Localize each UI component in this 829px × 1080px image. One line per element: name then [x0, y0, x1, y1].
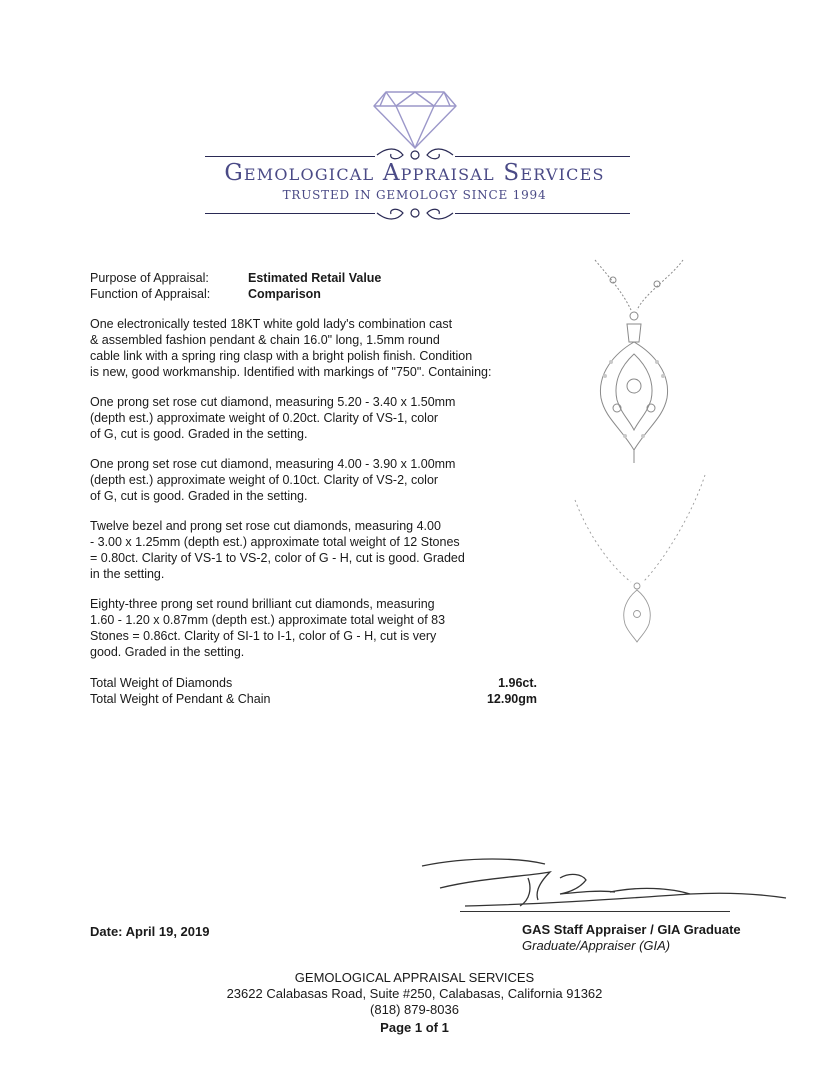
total-pendant-value: 12.90gm — [486, 692, 537, 706]
total-diamonds-label: Total Weight of Diamonds — [90, 676, 233, 690]
appraisal-date: Date: April 19, 2019 — [90, 924, 210, 939]
appraiser-subtitle: Graduate/Appraiser (GIA) — [522, 938, 671, 953]
description-line: & assembled fashion pendant & chain 16.0" long, 1.5mm round — [90, 333, 440, 347]
stone-line: = 0.80ct. Clarity of VS-1 to VS-2, color of G - H, cut is good. Graded — [90, 551, 465, 565]
total-pendant-label: Total Weight of Pendant & Chain — [90, 692, 271, 706]
stone-line: 1.60 - 1.20 x 0.87mm (depth est.) approximate total weight of 83 — [90, 613, 446, 627]
company-name: Gemological Appraisal Services — [224, 160, 605, 186]
function-value: Comparison — [248, 287, 321, 301]
pendant-closeup-image — [575, 258, 690, 468]
stone-line: (depth est.) approximate weight of 0.10ct. Clarity of VS-2, color — [90, 473, 439, 487]
page-number: Page 1 of 1 — [380, 1020, 449, 1035]
stone-line: Twelve bezel and prong set rose cut diamonds, measuring 4.00 — [90, 519, 441, 533]
company-tagline: TRUSTED IN GEMOLOGY SINCE 1994 — [282, 188, 547, 202]
pendant-full-chain-image — [565, 470, 715, 650]
stone-line: Eighty-three prong set round brilliant cut diamonds, measuring — [90, 597, 435, 611]
description-line: One electronically tested 18KT white gold lady's combination cast — [90, 317, 453, 331]
header-bottom-rule-left — [205, 213, 375, 214]
stone-description-1 — [90, 394, 550, 442]
diamond-logo-icon — [372, 88, 458, 150]
signature-line — [460, 911, 730, 912]
description-line: is new, good workmanship. Identified with markings of "750". Containing: — [90, 365, 492, 379]
header-top-rule-right — [455, 156, 630, 157]
stone-description-2 — [90, 456, 550, 504]
appraiser-signature — [410, 848, 790, 918]
stone-line: of G, cut is good. Graded in the setting. — [90, 427, 308, 441]
description-line: cable link with a spring ring clasp with a bright polish finish. Condition — [90, 349, 473, 363]
stone-line: One prong set rose cut diamond, measuring 5.20 - 3.40 x 1.50mm — [90, 395, 456, 409]
footer-phone: (818) 879-8036 — [370, 1002, 459, 1017]
total-diamonds-value: 1.96ct. — [498, 676, 537, 690]
stone-line: (depth est.) approximate weight of 0.20ct. Clarity of VS-1, color — [90, 411, 439, 425]
purpose-value: Estimated Retail Value — [248, 271, 382, 285]
header-top-rule-left — [205, 156, 375, 157]
stone-description-4 — [90, 596, 550, 660]
purpose-label: Purpose of Appraisal: — [90, 271, 209, 285]
bottom-flourish-ornament — [375, 204, 455, 224]
header-bottom-rule-right — [455, 213, 630, 214]
stone-line: Stones = 0.86ct. Clarity of SI-1 to I-1, color of G - H, cut is very — [90, 629, 437, 643]
function-label: Function of Appraisal: — [90, 287, 211, 301]
item-description — [90, 316, 550, 380]
appraiser-title: GAS Staff Appraiser / GIA Graduate — [522, 922, 741, 937]
footer-company-name: GEMOLOGICAL APPRAISAL SERVICES — [294, 970, 535, 985]
footer-address: 23622 Calabasas Road, Suite #250, Calabasas, California 91362 — [226, 986, 603, 1001]
stone-line: One prong set rose cut diamond, measuring 4.00 - 3.90 x 1.00mm — [90, 457, 456, 471]
stone-line: in the setting. — [90, 567, 165, 581]
stone-line: - 3.00 x 1.25mm (depth est.) approximate total weight of 12 Stones — [90, 535, 460, 549]
stone-description-3 — [90, 518, 550, 582]
stone-line: of G, cut is good. Graded in the setting. — [90, 489, 308, 503]
stone-line: good. Graded in the setting. — [90, 645, 245, 659]
